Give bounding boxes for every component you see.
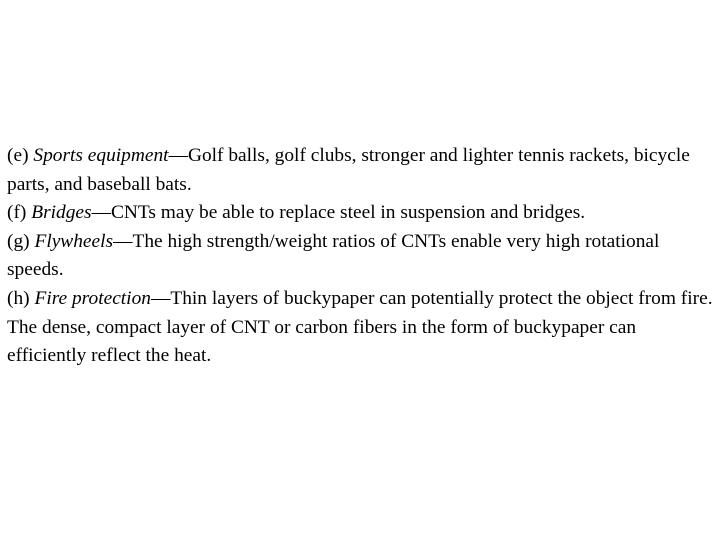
item-sports-equipment [7,142,715,199]
item-bridges [7,199,715,228]
item-term: Flywheels [34,230,114,252]
item-label: (g) [7,230,35,252]
item-dash: — [91,202,111,224]
item-fire-protection [7,285,715,371]
item-term: Bridges [31,202,92,224]
applications-list [7,142,715,371]
item-dash: — [150,287,171,309]
item-label: (e) [7,145,34,166]
item-description: Golf balls, golf clubs, stronger and lighter tennis rackets, bicycle parts, and baseball bats. [7,145,690,195]
item-description: CNTs may be able to replace steel in suspension and bridges. [110,202,586,224]
item-description: Thin layers of buckypaper can potentially protect the object from fire. The dense, compact layer of CNT or carbon fibers in the form of buckypaper can efficiently reflect the heat. [7,287,713,367]
item-label: (h) [7,287,35,309]
item-flywheels [7,228,715,285]
item-dash: — [113,230,133,252]
item-term: Sports equipment [33,145,169,166]
item-description: The high strength/weight ratios of CNTs enable very high rotational speeds. [7,230,660,281]
item-dash: — [168,145,188,166]
item-label: (f) [7,202,32,224]
item-term: Fire protection [34,287,151,309]
